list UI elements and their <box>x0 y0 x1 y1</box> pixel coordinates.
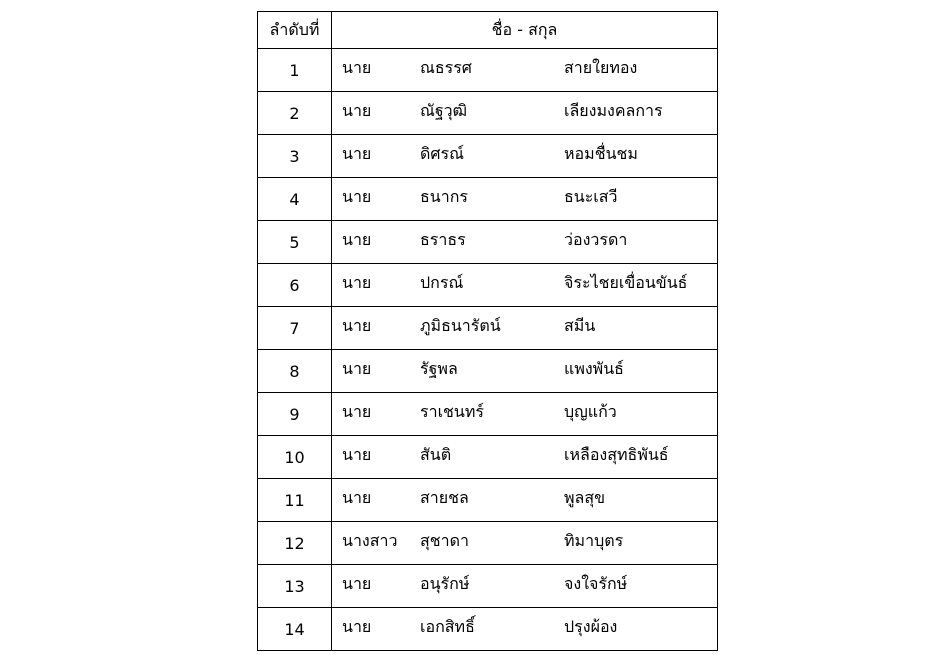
table-row <box>258 307 718 350</box>
table-row <box>258 479 718 522</box>
first-name: รัฐพล <box>420 359 458 378</box>
first-name: ธราธร <box>420 230 466 249</box>
first-name: ดิศรณ์ <box>420 144 464 163</box>
name-cell <box>332 135 718 178</box>
name-title: นาย <box>342 144 372 163</box>
row-number: 5 <box>258 221 332 264</box>
table-row <box>258 49 718 92</box>
table-row <box>258 178 718 221</box>
row-number: 14 <box>258 608 332 651</box>
header-number: ลำดับที่ <box>258 12 332 49</box>
name-title: นางสาว <box>342 531 398 550</box>
first-name: ณัฐวุฒิ <box>420 101 468 120</box>
row-number: 2 <box>258 92 332 135</box>
name-title: นาย <box>342 58 372 77</box>
row-number: 4 <box>258 178 332 221</box>
table-row <box>258 221 718 264</box>
table-row <box>258 522 718 565</box>
name-title: นาย <box>342 445 372 464</box>
header-name: ชื่อ - สกุล <box>332 12 718 49</box>
last-name: บุญแก้ว <box>564 402 617 421</box>
name-cell <box>332 522 718 565</box>
table-header-row <box>258 12 718 49</box>
first-name: ปกรณ์ <box>420 273 464 292</box>
row-number: 6 <box>258 264 332 307</box>
last-name: พูลสุข <box>564 488 606 507</box>
last-name: แพงพันธ์ <box>564 359 624 378</box>
last-name: ว่องวรดา <box>564 230 628 249</box>
row-number: 9 <box>258 393 332 436</box>
first-name: สายชล <box>420 488 469 507</box>
first-name: ราเชนทร์ <box>420 402 484 421</box>
name-cell <box>332 393 718 436</box>
last-name: เหลืองสุทธิพันธ์ <box>564 445 669 464</box>
row-number: 3 <box>258 135 332 178</box>
table-row <box>258 92 718 135</box>
last-name: จิระไชยเขื่อนขันธ์ <box>564 273 688 292</box>
name-cell <box>332 608 718 651</box>
table-row <box>258 135 718 178</box>
name-cell <box>332 264 718 307</box>
name-title: นาย <box>342 359 372 378</box>
name-cell <box>332 350 718 393</box>
first-name: อนุรักษ์ <box>420 574 470 593</box>
last-name: หอมชื่นชม <box>564 144 638 163</box>
name-title: นาย <box>342 617 372 636</box>
last-name: ธนะเสวี <box>564 187 618 206</box>
table-row <box>258 350 718 393</box>
table-row <box>258 436 718 479</box>
last-name: สมีน <box>564 316 596 335</box>
last-name: สายใยทอง <box>564 58 638 77</box>
name-cell <box>332 221 718 264</box>
table-body <box>258 49 718 651</box>
table-row <box>258 565 718 608</box>
table-row <box>258 608 718 651</box>
last-name: ทิมาบุตร <box>564 531 624 550</box>
first-name: เอกสิทธิ์ <box>420 617 475 636</box>
table-row <box>258 264 718 307</box>
last-name: เลียงมงคลการ <box>564 101 663 120</box>
name-title: นาย <box>342 101 372 120</box>
name-cell <box>332 178 718 221</box>
row-number: 12 <box>258 522 332 565</box>
first-name: สุชาดา <box>420 531 469 550</box>
name-title: นาย <box>342 488 372 507</box>
name-title: นาย <box>342 316 372 335</box>
name-title: นาย <box>342 273 372 292</box>
row-number: 11 <box>258 479 332 522</box>
last-name: ปรุงผ้อง <box>564 617 618 636</box>
name-title: นาย <box>342 402 372 421</box>
name-cell <box>332 49 718 92</box>
name-title: นาย <box>342 574 372 593</box>
last-name: จงใจรักษ์ <box>564 574 628 593</box>
row-number: 13 <box>258 565 332 608</box>
name-cell <box>332 436 718 479</box>
first-name: ธนากร <box>420 187 468 206</box>
first-name: ภูมิธนารัตน์ <box>420 316 501 335</box>
row-number: 10 <box>258 436 332 479</box>
name-cell <box>332 565 718 608</box>
name-title: นาย <box>342 230 372 249</box>
first-name: ณธรรศ <box>420 58 472 77</box>
name-list-table <box>257 11 718 651</box>
row-number: 1 <box>258 49 332 92</box>
row-number: 8 <box>258 350 332 393</box>
name-cell <box>332 307 718 350</box>
first-name: สันติ <box>420 445 452 464</box>
name-cell <box>332 479 718 522</box>
table-row <box>258 393 718 436</box>
name-title: นาย <box>342 187 372 206</box>
row-number: 7 <box>258 307 332 350</box>
name-cell <box>332 92 718 135</box>
